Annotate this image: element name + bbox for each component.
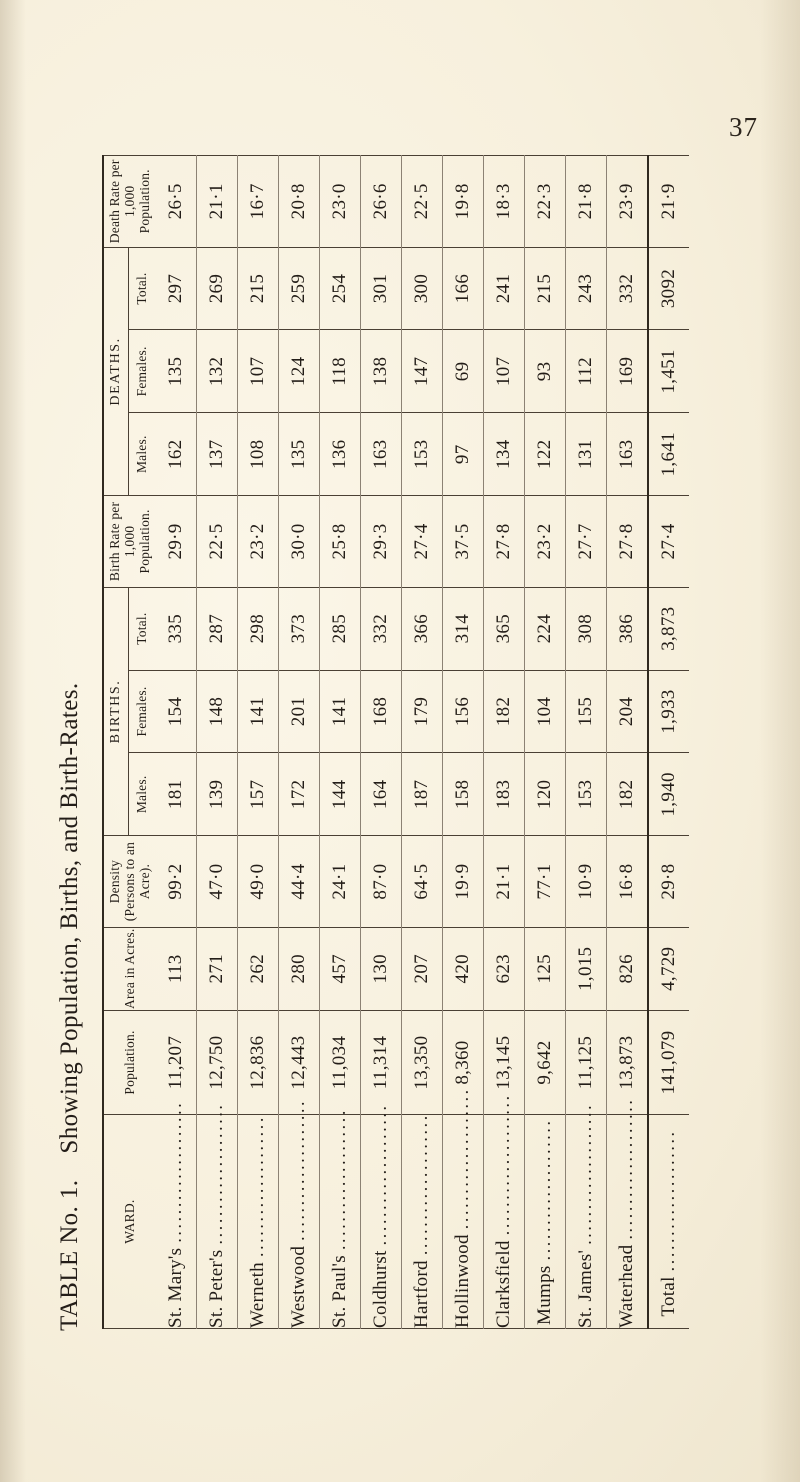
table-number: TABLE No. 1. [56, 1179, 83, 1331]
cell-death-rate: 21·1 [196, 156, 237, 248]
ward-name: Werneth [247, 1262, 269, 1328]
leader-dots: .................... [370, 1103, 391, 1246]
cell-deaths-males: 163 [606, 413, 648, 496]
cell-births-total: 373 [278, 587, 319, 670]
table-row [524, 156, 565, 1329]
table-row [483, 156, 524, 1329]
cell-births-males: 172 [278, 753, 319, 836]
cell-births-females: 104 [524, 670, 565, 753]
ward-name: Clarksfield [493, 1240, 515, 1328]
cell-area: 125 [524, 927, 565, 1010]
cell-deaths-females: 147 [401, 330, 442, 413]
cell-population: 141,079 [648, 1010, 689, 1115]
cell-deaths-males: 122 [524, 413, 565, 496]
cell-death-rate: 22·3 [524, 156, 565, 248]
cell-density: 87·0 [360, 836, 401, 928]
cell-birth-rate: 27·8 [483, 496, 524, 588]
ward-name: St. James' [575, 1249, 597, 1328]
row-label-ward [524, 1115, 565, 1329]
cell-births-males: 181 [156, 753, 197, 836]
table-row [196, 156, 237, 1329]
cell-births-total: 314 [442, 587, 483, 670]
cell-area: 420 [442, 927, 483, 1010]
cell-population: 9,642 [524, 1010, 565, 1115]
cell-births-females: 154 [156, 670, 197, 753]
row-label-ward [196, 1102, 237, 1329]
cell-death-rate: 21·9 [648, 156, 689, 248]
rotated-table-stage [50, 151, 750, 1331]
row-label-ward [319, 1108, 360, 1329]
cell-births-total: 287 [196, 587, 237, 670]
row-label-ward [237, 1115, 278, 1329]
page-number: 37 [729, 112, 758, 142]
table-row [401, 156, 442, 1329]
cell-birth-rate: 25·8 [319, 496, 360, 588]
leader-dots: .................... [206, 1102, 227, 1245]
leader-dots: .................... [493, 1093, 514, 1236]
cell-deaths-females: 118 [319, 330, 360, 413]
cell-area: 271 [196, 927, 237, 1010]
cell-density: 19·9 [442, 836, 483, 928]
cell-deaths-females: 132 [196, 330, 237, 413]
cell-density: 99·2 [156, 836, 197, 928]
cell-density: 10·9 [565, 836, 606, 928]
cell-birth-rate: 29·9 [156, 496, 197, 588]
cell-population: 12,836 [237, 1010, 278, 1115]
cell-births-males: 144 [319, 753, 360, 836]
cell-deaths-total: 254 [319, 247, 360, 330]
cell-density: 77·1 [524, 836, 565, 928]
row-label-ward [156, 1100, 197, 1329]
cell-death-rate: 21·8 [565, 156, 606, 248]
cell-births-females: 155 [565, 670, 606, 753]
cell-deaths-females: 93 [524, 330, 565, 413]
cell-births-males: 139 [196, 753, 237, 836]
col-header-area: Area in Acres. [103, 927, 156, 1010]
table-caption [56, 151, 84, 1331]
cell-density: 64·5 [401, 836, 442, 928]
cell-births-females: 182 [483, 670, 524, 753]
row-label-total [648, 1115, 689, 1329]
table-row [360, 156, 401, 1329]
cell-population: 12,443 [278, 1010, 319, 1115]
cell-deaths-total: 259 [278, 247, 319, 330]
cell-births-total: 3,873 [648, 587, 689, 670]
col-header-births-total: Total. [128, 587, 156, 670]
cell-deaths-total: 166 [442, 247, 483, 330]
cell-deaths-total: 241 [483, 247, 524, 330]
cell-death-rate: 22·5 [401, 156, 442, 248]
cell-births-total: 285 [319, 587, 360, 670]
cell-density: 16·8 [606, 836, 648, 928]
cell-births-females: 201 [278, 670, 319, 753]
cell-population: 12,750 [196, 1010, 237, 1115]
cell-population: 11,125 [565, 1010, 606, 1115]
cell-births-females: 156 [442, 670, 483, 753]
ward-name: St. Peter's [206, 1249, 228, 1328]
leader-dots: .................... [658, 1129, 679, 1272]
cell-birth-rate: 30·0 [278, 496, 319, 588]
cell-birth-rate: 23·2 [237, 496, 278, 588]
cell-births-females: 204 [606, 670, 648, 753]
cell-births-females: 141 [319, 670, 360, 753]
row-label-ward [483, 1093, 524, 1329]
cell-density: 49·0 [237, 836, 278, 928]
cell-deaths-males: 1,641 [648, 413, 689, 496]
col-header-deaths-females: Females. [128, 330, 156, 413]
cell-density: 47·0 [196, 836, 237, 928]
table-body [156, 156, 689, 1329]
row-label-ward [606, 1097, 648, 1329]
cell-deaths-females: 1,451 [648, 330, 689, 413]
cell-area: 4,729 [648, 927, 689, 1010]
cell-deaths-females: 107 [237, 330, 278, 413]
cell-birth-rate: 23·2 [524, 496, 565, 588]
cell-death-rate: 23·9 [606, 156, 648, 248]
cell-births-total: 365 [483, 587, 524, 670]
cell-area: 280 [278, 927, 319, 1010]
row-label-ward [565, 1102, 606, 1329]
cell-population: 13,873 [606, 1010, 648, 1115]
row-label-ward [442, 1087, 483, 1329]
col-header-ward: WARD. [103, 1115, 156, 1329]
table-row [648, 156, 689, 1329]
cell-births-males: 120 [524, 753, 565, 836]
cell-density: 29·8 [648, 836, 689, 928]
cell-death-rate: 23·0 [319, 156, 360, 248]
cell-area: 130 [360, 927, 401, 1010]
cell-deaths-males: 108 [237, 413, 278, 496]
cell-deaths-males: 163 [360, 413, 401, 496]
cell-birth-rate: 29·3 [360, 496, 401, 588]
cell-deaths-total: 297 [156, 247, 197, 330]
ward-name: Total [658, 1276, 680, 1317]
leader-dots: .................... [452, 1087, 473, 1230]
cell-births-total: 386 [606, 587, 648, 670]
leader-dots: .................... [288, 1098, 309, 1241]
cell-deaths-total: 300 [401, 247, 442, 330]
cell-deaths-males: 137 [196, 413, 237, 496]
cell-deaths-females: 135 [156, 330, 197, 413]
row-label-ward [360, 1103, 401, 1329]
table-row [319, 156, 360, 1329]
ward-name: Hartford [411, 1260, 433, 1328]
cell-birth-rate: 37·5 [442, 496, 483, 588]
cell-deaths-males: 135 [278, 413, 319, 496]
cell-births-total: 308 [565, 587, 606, 670]
cell-density: 24·1 [319, 836, 360, 928]
table-row [565, 156, 606, 1329]
cell-births-females: 1,933 [648, 670, 689, 753]
table-row [237, 156, 278, 1329]
table-head [103, 156, 156, 1329]
cell-deaths-total: 3092 [648, 247, 689, 330]
cell-births-males: 1,940 [648, 753, 689, 836]
leader-dots: .................... [329, 1108, 350, 1251]
cell-births-total: 335 [156, 587, 197, 670]
cell-death-rate: 20·8 [278, 156, 319, 248]
cell-deaths-females: 138 [360, 330, 401, 413]
cell-births-males: 182 [606, 753, 648, 836]
cell-deaths-total: 269 [196, 247, 237, 330]
ward-name: Waterhead [616, 1244, 638, 1328]
col-header-births-group: BIRTHS. [103, 587, 128, 836]
cell-area: 826 [606, 927, 648, 1010]
cell-births-males: 164 [360, 753, 401, 836]
cell-deaths-females: 124 [278, 330, 319, 413]
cell-deaths-females: 112 [565, 330, 606, 413]
cell-density: 21·1 [483, 836, 524, 928]
cell-births-females: 148 [196, 670, 237, 753]
leader-dots: .................... [534, 1118, 555, 1261]
cell-death-rate: 26·5 [156, 156, 197, 248]
row-label-ward [278, 1098, 319, 1329]
leader-dots: .................... [165, 1100, 186, 1243]
leader-dots: .................... [247, 1115, 268, 1258]
cell-births-females: 179 [401, 670, 442, 753]
col-header-density: Density (Persons to an Acre). [103, 836, 156, 928]
cell-deaths-males: 97 [442, 413, 483, 496]
cell-deaths-females: 107 [483, 330, 524, 413]
col-header-births-males: Males. [128, 753, 156, 836]
ward-name: Coldhurst [370, 1250, 392, 1328]
cell-deaths-females: 169 [606, 330, 648, 413]
cell-deaths-males: 162 [156, 413, 197, 496]
cell-deaths-males: 153 [401, 413, 442, 496]
table-row [156, 156, 197, 1329]
cell-births-males: 187 [401, 753, 442, 836]
cell-area: 623 [483, 927, 524, 1010]
col-header-births-females: Females. [128, 670, 156, 753]
cell-birth-rate: 27·4 [401, 496, 442, 588]
cell-area: 207 [401, 927, 442, 1010]
cell-area: 1,015 [565, 927, 606, 1010]
ward-name: St. Paul's [329, 1255, 351, 1328]
header-group-row [103, 156, 128, 1329]
cell-births-males: 157 [237, 753, 278, 836]
cell-deaths-total: 243 [565, 247, 606, 330]
table-title: Showing Population, Births, and Birth-Rates. [56, 682, 83, 1154]
cell-deaths-males: 136 [319, 413, 360, 496]
cell-death-rate: 18·3 [483, 156, 524, 248]
cell-death-rate: 19·8 [442, 156, 483, 248]
cell-population: 13,350 [401, 1010, 442, 1115]
cell-population: 11,207 [156, 1010, 197, 1115]
cell-birth-rate: 27·8 [606, 496, 648, 588]
cell-death-rate: 26·6 [360, 156, 401, 248]
vital-statistics-table [102, 155, 689, 1329]
ward-name: Mumps [534, 1265, 556, 1325]
col-header-deaths-total: Total. [128, 247, 156, 330]
cell-births-males: 183 [483, 753, 524, 836]
cell-density: 44·4 [278, 836, 319, 928]
cell-births-males: 153 [565, 753, 606, 836]
cell-population: 13,145 [483, 1010, 524, 1115]
cell-births-total: 298 [237, 587, 278, 670]
leader-dots: .................... [411, 1113, 432, 1256]
cell-deaths-total: 215 [524, 247, 565, 330]
col-header-birth-rate: Birth Rate per 1,000 Population. [103, 496, 156, 588]
ward-name: Westwood [288, 1245, 310, 1328]
cell-birth-rate: 27·7 [565, 496, 606, 588]
cell-death-rate: 16·7 [237, 156, 278, 248]
cell-deaths-total: 215 [237, 247, 278, 330]
cell-area: 457 [319, 927, 360, 1010]
col-header-deaths-group: DEATHS. [103, 247, 128, 496]
cell-births-females: 168 [360, 670, 401, 753]
cell-births-males: 158 [442, 753, 483, 836]
cell-deaths-total: 332 [606, 247, 648, 330]
leader-dots: .................... [575, 1102, 596, 1245]
ward-name: St. Mary's [165, 1247, 187, 1328]
cell-deaths-males: 134 [483, 413, 524, 496]
row-label-ward [401, 1115, 442, 1329]
col-header-death-rate: Death Rate per 1,000 Population. [103, 156, 156, 248]
cell-deaths-total: 301 [360, 247, 401, 330]
cell-area: 113 [156, 927, 197, 1010]
cell-births-total: 366 [401, 587, 442, 670]
cell-birth-rate: 22·5 [196, 496, 237, 588]
cell-births-total: 332 [360, 587, 401, 670]
cell-births-females: 141 [237, 670, 278, 753]
table-row [442, 156, 483, 1329]
col-header-deaths-males: Males. [128, 413, 156, 496]
cell-area: 262 [237, 927, 278, 1010]
cell-population: 11,314 [360, 1010, 401, 1115]
leader-dots: .................... [616, 1097, 637, 1240]
table-row [278, 156, 319, 1329]
table-row [606, 156, 648, 1329]
col-header-population: Population. [103, 1010, 156, 1115]
cell-population: 11,034 [319, 1010, 360, 1115]
cell-birth-rate: 27·4 [648, 496, 689, 588]
cell-deaths-females: 69 [442, 330, 483, 413]
ward-name: Hollinwood [452, 1234, 474, 1328]
cell-births-total: 224 [524, 587, 565, 670]
cell-deaths-males: 131 [565, 413, 606, 496]
cell-population: 8,360 [442, 1010, 483, 1115]
